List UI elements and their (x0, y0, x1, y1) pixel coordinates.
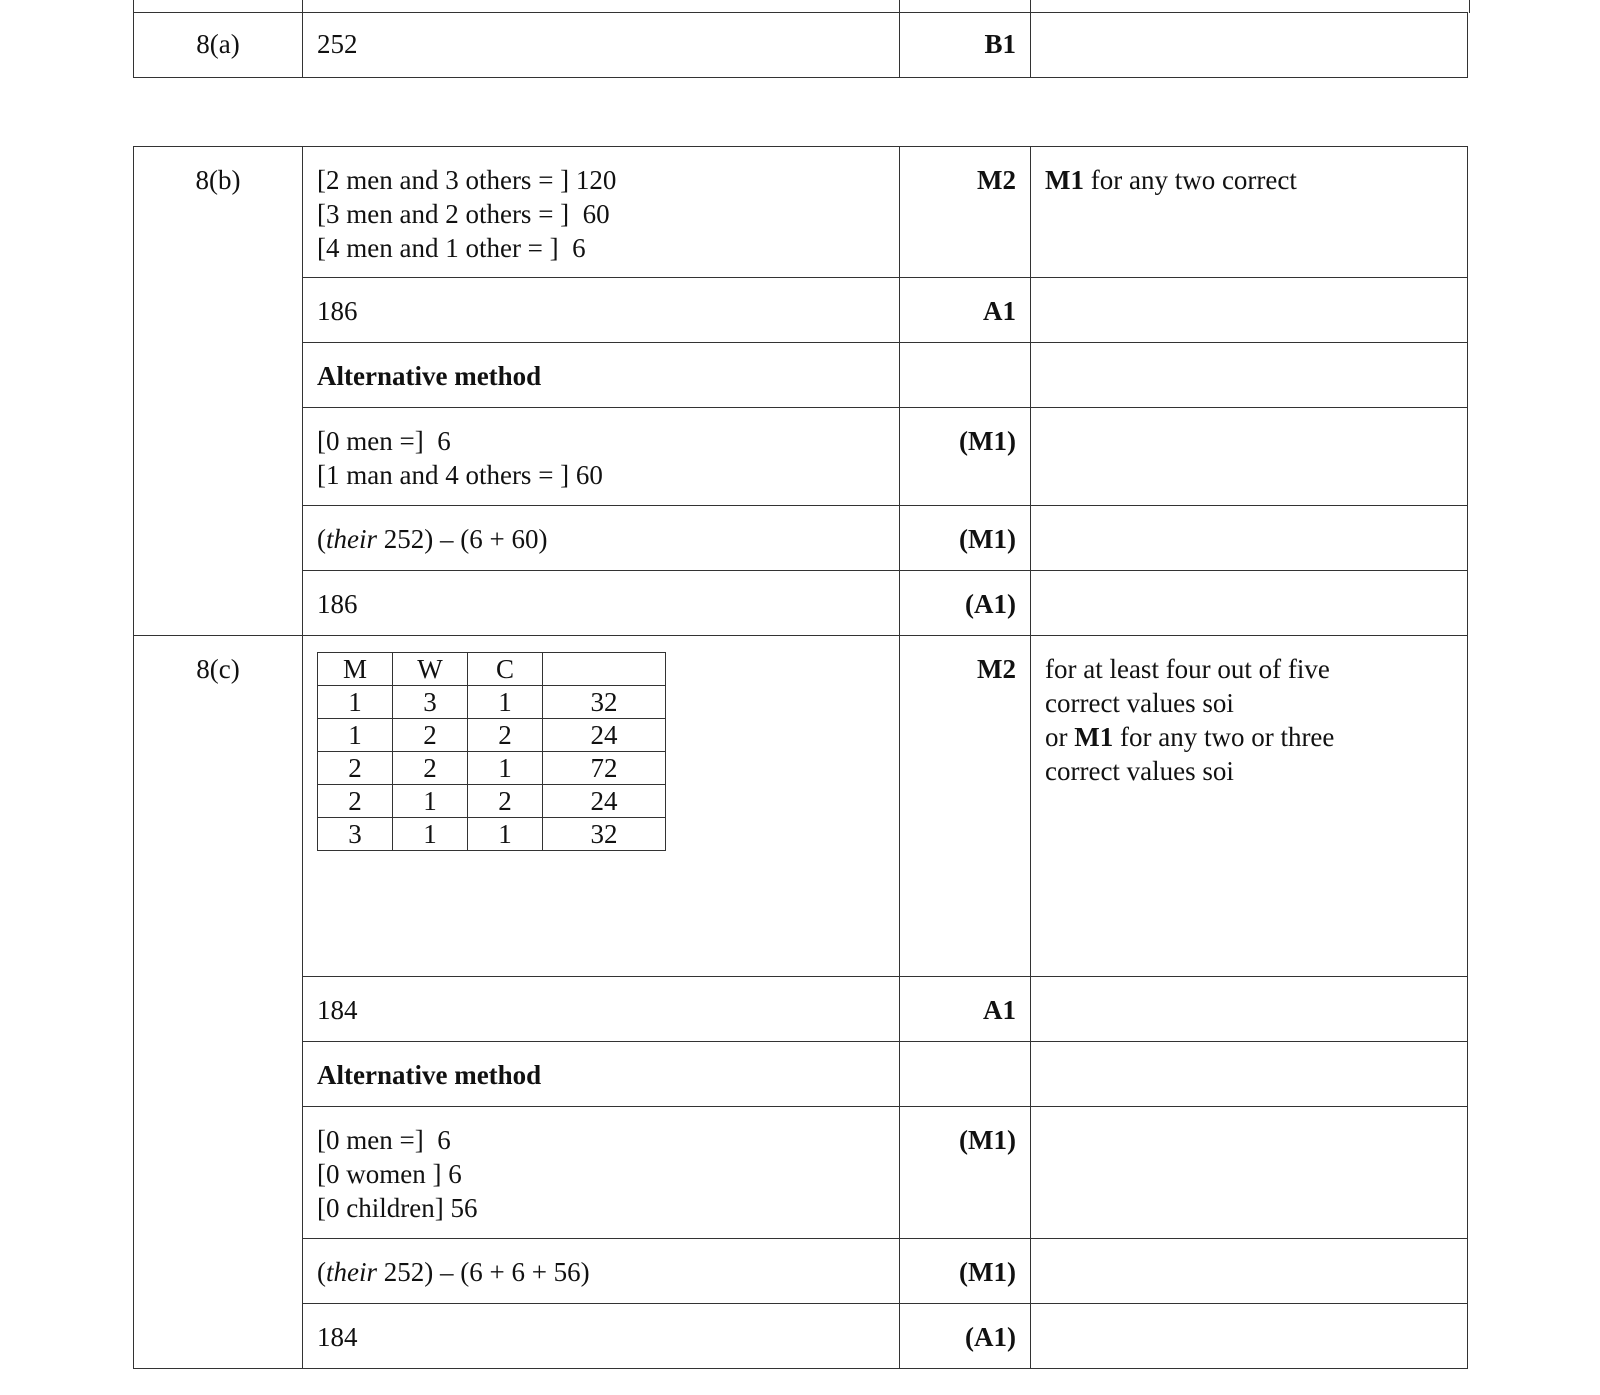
guidance-text: or (1045, 722, 1075, 752)
alternative-method-heading: Alternative method (303, 343, 900, 408)
table-row (134, 1107, 1468, 1239)
guidance-line: correct values soi (1045, 756, 1234, 786)
question-number-empty (134, 408, 303, 506)
question-number-empty (134, 1042, 303, 1107)
guidance-cell (1031, 1107, 1468, 1239)
cell: 72 (543, 752, 666, 785)
answer-line: [0 men =] 6 (317, 426, 451, 456)
cell: 1 (318, 686, 393, 719)
mark-cell: M2 (900, 147, 1031, 278)
inner-table-row (318, 686, 666, 719)
mark-cell: B1 (900, 13, 1031, 78)
question-number-empty (134, 977, 303, 1042)
cell: 24 (543, 785, 666, 818)
mark-cell: (M1) (900, 506, 1031, 571)
inner-table-header-row (318, 653, 666, 686)
table-row (134, 408, 1468, 506)
question-number-empty (134, 343, 303, 408)
answer-cell (303, 636, 900, 977)
guidance-cell (1031, 636, 1468, 977)
table-row (134, 1042, 1468, 1107)
answer-line: [2 men and 3 others = ] 120 (317, 165, 617, 195)
guidance-cell (1031, 278, 1468, 343)
mark-cell: (A1) (900, 571, 1031, 636)
question-number-empty (134, 571, 303, 636)
table-row (134, 1304, 1468, 1369)
table-row (134, 506, 1468, 571)
guidance-text: for any two or three (1113, 722, 1335, 752)
answer-line: [0 women ] 6 (317, 1159, 462, 1189)
header-cell: M (318, 653, 393, 686)
italic-their: their (326, 1257, 377, 1287)
paren-open: ( (317, 1257, 326, 1287)
cell: 2 (468, 785, 543, 818)
answer-line: [4 men and 1 other = ] 6 (317, 233, 586, 263)
answer-line: [1 man and 4 others = ] 60 (317, 460, 603, 490)
guidance-cell (1031, 571, 1468, 636)
inner-table-row (318, 818, 666, 851)
answer-cell (303, 147, 900, 278)
table-row (134, 278, 1468, 343)
mark-cell: (M1) (900, 408, 1031, 506)
question-number: 8(c) (134, 636, 303, 977)
answer-line: [3 men and 2 others = ] 60 (317, 199, 610, 229)
question-number-empty (134, 1107, 303, 1239)
cell: 2 (393, 719, 468, 752)
mark-cell: (M1) (900, 1239, 1031, 1304)
combinations-table (317, 652, 666, 851)
question-number-empty (134, 506, 303, 571)
inner-table-row (318, 785, 666, 818)
mark-scheme-table-8bc (133, 146, 1468, 1369)
table-row (134, 571, 1468, 636)
cell: 1 (393, 785, 468, 818)
mark-cell: M2 (900, 636, 1031, 977)
cell: 3 (393, 686, 468, 719)
answer-cell: 186 (303, 571, 900, 636)
answer-cell (303, 1239, 900, 1304)
guidance-cell (1031, 1304, 1468, 1369)
header-cell: C (468, 653, 543, 686)
guidance-line: correct values soi (1045, 688, 1234, 718)
guidance-cell (1031, 408, 1468, 506)
answer-cell (303, 1107, 900, 1239)
cell: 32 (543, 818, 666, 851)
mark-cell: A1 (900, 977, 1031, 1042)
question-number: 8(a) (134, 13, 303, 78)
cell: 24 (543, 719, 666, 752)
cell: 2 (468, 719, 543, 752)
mark-cell (900, 343, 1031, 408)
guidance-line: for at least four out of five (1045, 654, 1330, 684)
cell: 1 (393, 818, 468, 851)
answer-cell: 252 (303, 13, 900, 78)
table-row (134, 1239, 1468, 1304)
answer-cell: 184 (303, 1304, 900, 1369)
mark-cell: A1 (900, 278, 1031, 343)
question-number: 8(b) (134, 147, 303, 278)
guidance-bold: M1 (1045, 165, 1084, 195)
paren-open: ( (317, 524, 326, 554)
cell: 1 (468, 818, 543, 851)
guidance-cell (1031, 1239, 1468, 1304)
guidance-cell (1031, 147, 1468, 278)
alternative-method-heading: Alternative method (303, 1042, 900, 1107)
table-row (134, 343, 1468, 408)
cell: 1 (468, 752, 543, 785)
cell: 32 (543, 686, 666, 719)
answer-cell (303, 506, 900, 571)
cell: 2 (393, 752, 468, 785)
table-row (134, 147, 1468, 278)
italic-their: their (326, 524, 377, 554)
mark-cell: (A1) (900, 1304, 1031, 1369)
header-cell: W (393, 653, 468, 686)
inner-table-row (318, 719, 666, 752)
mark-scheme-table-8a (133, 12, 1468, 78)
guidance-cell (1031, 343, 1468, 408)
cell: 2 (318, 785, 393, 818)
answer-line: [0 children] 56 (317, 1193, 478, 1223)
question-number-empty (134, 1239, 303, 1304)
guidance-line (1045, 720, 1453, 754)
expression-text: 252) – (6 + 6 + 56) (377, 1257, 590, 1287)
table-row (134, 13, 1468, 78)
guidance-bold: M1 (1074, 722, 1114, 752)
inner-table-row (318, 752, 666, 785)
table-row (134, 977, 1468, 1042)
expression-text: 252) – (6 + 60) (377, 524, 548, 554)
table-row (134, 636, 1468, 977)
cell: 1 (468, 686, 543, 719)
guidance-cell (1031, 13, 1468, 78)
cell: 3 (318, 818, 393, 851)
answer-cell: 186 (303, 278, 900, 343)
answer-line: [0 men =] 6 (317, 1125, 451, 1155)
header-cell (543, 653, 666, 686)
question-number-empty (134, 278, 303, 343)
cell: 1 (318, 719, 393, 752)
guidance-cell (1031, 506, 1468, 571)
mark-cell: (M1) (900, 1107, 1031, 1239)
mark-cell (900, 1042, 1031, 1107)
guidance-cell (1031, 977, 1468, 1042)
cell: 2 (318, 752, 393, 785)
answer-cell (303, 408, 900, 506)
guidance-text: for any two correct (1083, 165, 1297, 195)
guidance-cell (1031, 1042, 1468, 1107)
question-number-empty (134, 1304, 303, 1369)
answer-cell: 184 (303, 977, 900, 1042)
